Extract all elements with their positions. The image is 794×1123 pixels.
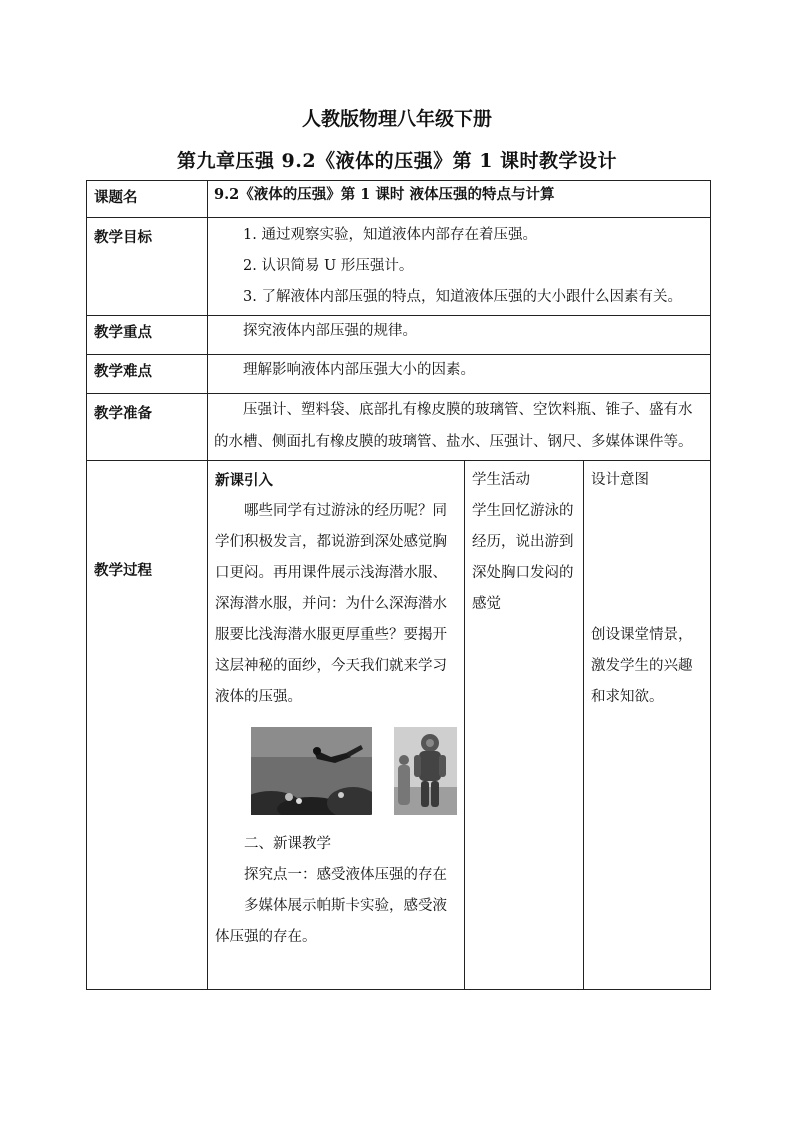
- design-intent-column: [584, 461, 711, 990]
- row-goals: [87, 218, 711, 316]
- lesson-plan-table: [86, 180, 711, 990]
- label-preparation: 教学准备: [87, 394, 208, 461]
- row-key-point: [87, 316, 711, 355]
- student-activity-column: [465, 461, 584, 990]
- label-topic: 课题名: [87, 181, 208, 218]
- student-activity-text: 学生回忆游泳的经历，说出游到深处胸口发闷的感觉: [472, 503, 574, 612]
- row-preparation: [87, 394, 711, 461]
- lesson-title: 第九章压强 9.2《液体的压强》第 1 课时教学设计: [176, 150, 618, 172]
- intro-text: 哪些同学有过游泳的经历呢？同学们积极发言，都说游到深处感觉胸口更闷。再用课件展示浅海潜水服、深海潜水服，并问：为什么深海潜水服要比浅海潜水服更厚重些？要揭开这层神秘的面纱，今天我们就来学习液体的压强。: [215, 503, 447, 705]
- value-difficulty: 理解影响液体内部压强大小的因素。: [208, 355, 711, 394]
- label-goals: 教学目标: [87, 218, 208, 316]
- row-process: [87, 461, 711, 990]
- label-process: 教学过程: [87, 461, 208, 990]
- document-title: 人教版物理八年级下册: [301, 108, 492, 130]
- photo-strip: [251, 727, 457, 815]
- deep-sea-diving-suit-photo: [394, 727, 457, 815]
- design-intent-header: 设计意图: [591, 472, 649, 488]
- goal-item: 3. 了解液体内部压强的特点，知道液体压强的大小跟什么因素有关。: [243, 289, 682, 305]
- student-activity-header: 学生活动: [472, 472, 530, 488]
- shallow-diving-photo: [251, 727, 372, 815]
- label-difficulty: 教学难点: [87, 355, 208, 394]
- section2-heading: 二、新课教学: [244, 836, 331, 852]
- row-topic: [87, 181, 711, 218]
- value-preparation: 压强计、塑料袋、底部扎有橡皮膜的玻璃管、空饮料瓶、锥子、盛有水的水槽、侧面扎有橡皮膜的玻璃管、盐水、压强计、钢尺、多媒体课件等。: [208, 394, 711, 461]
- goal-item: 1. 通过观察实验，知道液体内部存在着压强。: [243, 227, 537, 243]
- goal-item: 2. 认识简易 U 形压强计。: [243, 258, 414, 274]
- value-topic: 9.2《液体的压强》第 1 课时 液体压强的特点与计算: [208, 181, 711, 218]
- explore-point-1-text: 多媒体展示帕斯卡实验，感受液体压强的存在。: [215, 898, 447, 945]
- intro-heading: 新课引入: [215, 472, 273, 489]
- process-content: [208, 461, 465, 990]
- design-intent-text: 创设课堂情景，激发学生的兴趣和求知欲。: [591, 627, 693, 705]
- explore-point-1: 探究点一：感受液体压强的存在: [244, 867, 447, 883]
- value-goals: [208, 218, 711, 316]
- value-key-point: 探究液体内部压强的规律。: [208, 316, 711, 355]
- row-difficulty: [87, 355, 711, 394]
- label-key-point: 教学重点: [87, 316, 208, 355]
